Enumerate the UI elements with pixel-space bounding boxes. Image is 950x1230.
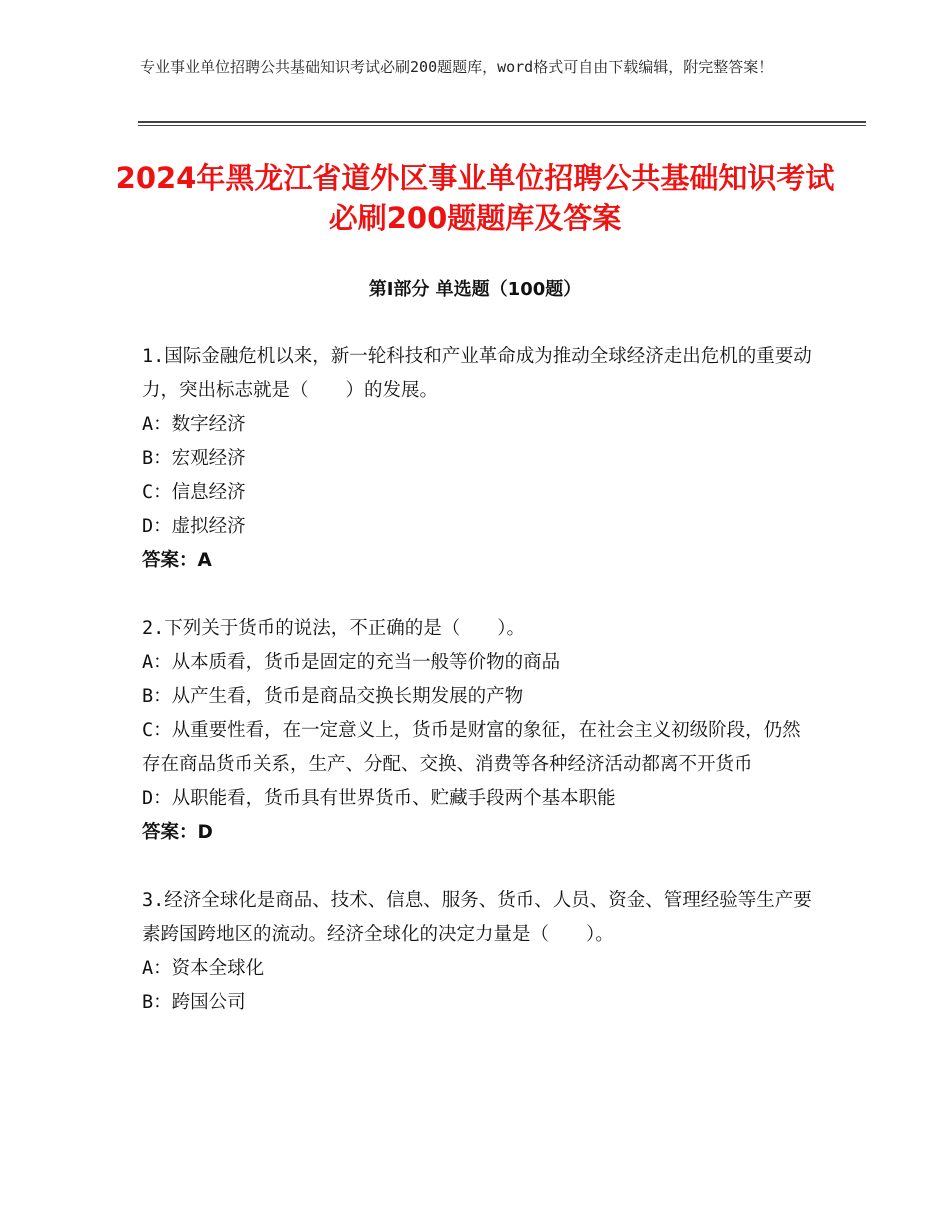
question-stem: 3.经济全球化是商品、技术、信息、服务、货币、人员、资金、管理经验等生产要素跨国跨地区的流动。经济全球化的决定力量是（ ）。 [142, 890, 812, 945]
question-option: A：从本质看，货币是固定的充当一般等价物的商品 [142, 652, 561, 673]
question-list [142, 340, 812, 1020]
question-option: D：虚拟经济 [142, 516, 246, 537]
question-item [142, 340, 812, 578]
question-stem: 1.国际金融危机以来，新一轮科技和产业革命成为推动全球经济走出危机的重要动力，突出标志就是（ ）的发展。 [142, 346, 812, 401]
question-option: C：从重要性看，在一定意义上，货币是财富的象征，在社会主义初级阶段，仍然存在商品货币关系，生产、分配、交换、消费等各种经济活动都离不开货币 [142, 720, 801, 775]
question-stem: 2.下列关于货币的说法，不正确的是（ ）。 [142, 618, 526, 639]
document-title: 2024年黑龙江省道外区事业单位招聘公共基础知识考试必刷200题题库及答案 [115, 161, 835, 235]
question-item [142, 612, 812, 850]
header-rule [138, 121, 866, 123]
question-option: D：从职能看，货币具有世界货币、贮藏手段两个基本职能 [142, 788, 616, 809]
question-item [142, 884, 812, 1020]
question-option: B：跨国公司 [142, 992, 246, 1013]
question-option: A：数字经济 [142, 414, 246, 435]
header-rule-thin [138, 125, 866, 126]
question-option: B：宏观经济 [142, 448, 246, 469]
question-option: B：从产生看，货币是商品交换长期发展的产物 [142, 686, 524, 707]
section-heading: 第Ⅰ部分 单选题（100题） [368, 279, 582, 300]
question-answer: 答案：A [142, 550, 212, 571]
header-note: 专业事业单位招聘公共基础知识考试必刷200题题库，word格式可自由下载编辑，附完整答案！ [140, 58, 774, 76]
question-option: C：信息经济 [142, 482, 246, 503]
question-answer: 答案：D [142, 822, 213, 843]
question-option: A：资本全球化 [142, 958, 265, 979]
